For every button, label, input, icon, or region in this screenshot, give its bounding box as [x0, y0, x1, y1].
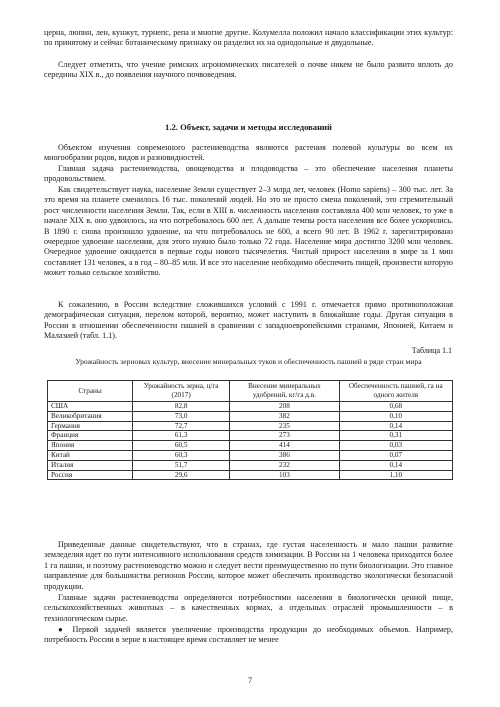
cell-country: Франция	[48, 431, 133, 441]
table-header-row	[48, 381, 453, 402]
cell-country: Италия	[48, 460, 133, 470]
paragraph-main-tasks: Главные задачи растениеводства определяются потребностями населения в биологически ценной пище, сельскохозяйственных животных – в качественных кормах, а отдельных отраслей промышленности – в технологическом сырье.	[44, 593, 453, 623]
cell-yield: 73,0	[133, 411, 230, 421]
cell-yield: 29,6	[133, 470, 230, 480]
paragraph-population: Как свидетельствует наука, население Земли существует 2–3 млрд лет, человек (Homo sapiens) – 300 тыс. лет. За это время на планете сменилось 16 тыс. поколений людей. Но это не просто смена поколений, это стремительный рост численности населения Земли. Так, если в XIII в. численность населения составляла 400 млн человек, то уже в начале XIX в. оно удвоилось, на что потребовалось 600 лет. А дальше темпы роста населения все более ускорились. В 1890 г. снова произошло удвоение, на что потребовалось не 600, а всего 90 лет. В 1962 г. зарегистрировано очередное удвоение населения, для этого нужно было только 72 года. Население мира достигло 3200 млн человек. Очередное удвоение ожидается в первые годы нового тысячелетия. Чистый прирост населения в мире за 1 мин составляет 131 человек, а в год – 80–85 млн. И все это население необходимо обеспечить пищей, произвести которую может только сельское хозяйство.	[44, 185, 453, 278]
cell-fertilizer: 273	[230, 431, 339, 441]
table-caption: Урожайность зерновых культур, внесение минеральных туков и обеспеченность пашней в ряде стран мира	[75, 357, 422, 366]
paragraph-soil-note: Следует отметить, что учение римских агрономических писателей о почве никем не было развито вплоть до середины XIX в., до появления научного почвоведения.	[44, 60, 453, 80]
paragraph-object: Объектом изучения современного растениеводства являются растения полевой культуры во всем их многообразии родов, видов и разновидностей.	[44, 143, 453, 163]
cell-arable-land: 0,14	[339, 460, 452, 470]
data-table	[47, 380, 453, 480]
cell-country: Китай	[48, 450, 133, 460]
bullet-text: Первой задачей является увеличение производства продукции до необходимых объемов. Например, потребность России в зерне в настоящее время составляет не менее	[44, 625, 453, 645]
bullet-icon: ●	[58, 625, 67, 634]
paragraph-first-task	[44, 625, 453, 646]
header-arable-land: Обеспеченность пашней, га на одного жителя	[339, 381, 452, 402]
cell-yield: 72,7	[133, 421, 230, 431]
cell-country: Великобритания	[48, 411, 133, 421]
header-fertilizer: Внесение минеральных удобрений, кг/га д.в.	[230, 381, 339, 402]
cell-yield: 60,5	[133, 441, 230, 451]
cell-arable-land: 0,07	[339, 450, 452, 460]
cell-country: Россия	[48, 470, 133, 480]
header-country: Страны	[48, 381, 133, 402]
table-row	[48, 421, 453, 431]
paragraph-conclusion: Приведенные данные свидетельствуют, что в странах, где густая населенность и мало пашни развитие земледелия идет по пути интенсивного использования средств химизации. В России на 1 человека приходится более 1 га пашни, и поэтому растениеводство можно и следует вести преимущественно по пути биологизации. Это главное направление для большинства регионов России, которое может обеспечить производство экологически безопасной продукции.	[44, 540, 453, 591]
table-row	[48, 441, 453, 451]
cell-yield: 60,3	[133, 450, 230, 460]
table-row	[48, 411, 453, 421]
cell-yield: 51,7	[133, 460, 230, 470]
header-yield: Урожайность зерна, ц/га (2017)	[133, 381, 230, 402]
cell-fertilizer: 235	[230, 421, 339, 431]
cell-fertilizer: 232	[230, 460, 339, 470]
cell-fertilizer: 103	[230, 470, 339, 480]
paragraph-intro-continuation: церна, люпин, лен, кунжут, турнепс, репа и многие другие. Колумелла положил начало классификации этих культур: по принятому и сейчас ботаническому признаку он разделил их на однодольные и двудольные.	[44, 28, 453, 48]
page-number: 7	[248, 676, 252, 685]
section-heading: 1.2. Объект, задачи и методы исследований	[165, 122, 332, 132]
cell-arable-land: 0,10	[339, 411, 452, 421]
cell-country: США	[48, 402, 133, 412]
table-row	[48, 470, 453, 480]
table-row	[48, 450, 453, 460]
cell-fertilizer: 386	[230, 450, 339, 460]
cell-fertilizer: 414	[230, 441, 339, 451]
paragraph-russia-situation: К сожалению, в России вследствие сложившихся условий с 1991 г. отмечается прямо противоположная демографическая ситуация, перелом которой, вероятно, может наступить в ближайшие годы. Другая ситуация в России в отношении обеспеченности пашней в сравнении с западноевропейскими странами, Японией, Китаем и Малазией (табл. 1.1).	[44, 300, 453, 341]
cell-country: Германия	[48, 421, 133, 431]
cell-yield: 61,3	[133, 431, 230, 441]
cell-fertilizer: 382	[230, 411, 339, 421]
cell-arable-land: 0,03	[339, 441, 452, 451]
table-row	[48, 431, 453, 441]
cell-arable-land: 0,68	[339, 402, 452, 412]
cell-country: Япония	[48, 441, 133, 451]
paragraph-main-task: Главная задача растениеводства, овощеводства и плодоводства – это обеспечение населения планеты продовольствием.	[44, 164, 453, 184]
cell-arable-land: 0,14	[339, 421, 452, 431]
table-row	[48, 402, 453, 412]
cell-yield: 82,8	[133, 402, 230, 412]
cell-fertilizer: 208	[230, 402, 339, 412]
cell-arable-land: 0,31	[339, 431, 452, 441]
table-number: Таблица 1.1	[411, 346, 452, 355]
cell-arable-land: 1,10	[339, 470, 452, 480]
table-row	[48, 460, 453, 470]
